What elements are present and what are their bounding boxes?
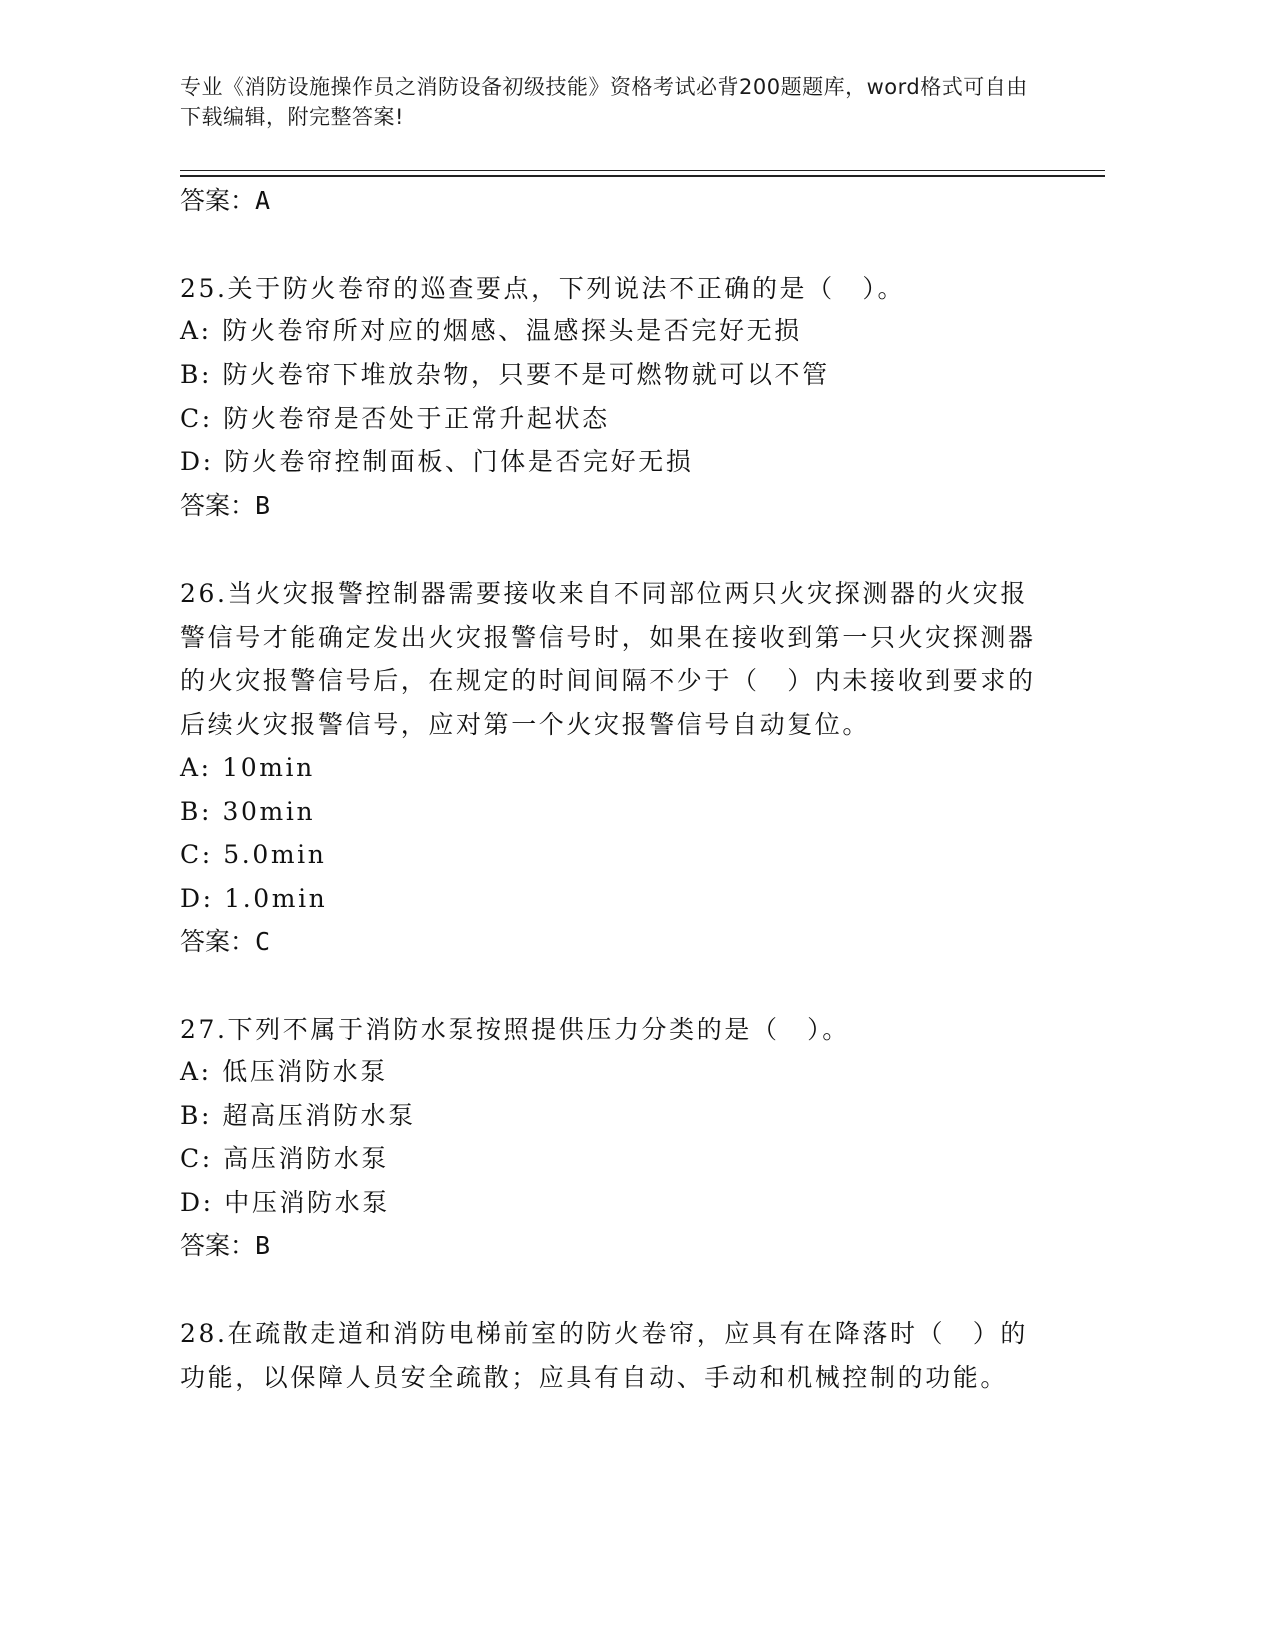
question-27-option-a: A: 低压消防水泵: [180, 1057, 388, 1086]
question-26-stem: 26.当火灾报警控制器需要接收来自不同部位两只火灾探测器的火灾报警信号才能确定发出火灾报警信号时，如果在接收到第一只火灾探测器的火灾报警信号后，在规定的时间间隔不少于（ ）内未接收到要求的后续火灾报警信号，应对第一个火灾报警信号自动复位。: [180, 579, 1036, 739]
question-26-option-c: C: 5.0min: [180, 840, 327, 869]
question-27-option-c: C: 高压消防水泵: [180, 1144, 389, 1173]
document-header: 专业《消防设施操作员之消防设备初级技能》资格考试必背200题题库，word格式可自由下载编辑，附完整答案!: [180, 75, 1028, 129]
answer-24: [180, 183, 270, 219]
answer-27: [180, 1228, 270, 1264]
answer-26: [180, 924, 270, 960]
answer-label: 答案：: [180, 1231, 256, 1260]
question-28-stem: 28.在疏散走道和消防电梯前室的防火卷帘，应具有在降落时（ ）的功能，以保障人员安全疏散；应具有自动、手动和机械控制的功能。: [180, 1319, 1028, 1392]
answer-value: A: [255, 186, 271, 215]
question-27-option-d: D: 中压消防水泵: [180, 1188, 390, 1217]
question-26-option-d: D: 1.0min: [180, 884, 328, 913]
header-rule-thick: [180, 175, 1105, 177]
answer-25: [180, 488, 270, 524]
question-25-option-c: C: 防火卷帘是否处于正常升起状态: [180, 404, 610, 433]
answer-value: B: [255, 1231, 271, 1260]
question-27-stem: 27.下列不属于消防水泵按照提供压力分类的是（ ）。: [180, 1015, 850, 1044]
answer-value: C: [255, 927, 271, 956]
answer-label: 答案：: [180, 927, 256, 956]
answer-value: B: [255, 491, 271, 520]
question-25-option-a: A: 防火卷帘所对应的烟感、温感探头是否完好无损: [180, 316, 802, 345]
question-26-option-b: B: 30min: [180, 797, 316, 826]
answer-label: 答案：: [180, 186, 256, 215]
question-25-stem: 25.关于防火卷帘的巡查要点，下列说法不正确的是（ ）。: [180, 274, 906, 303]
question-26-option-a: A: 10min: [180, 753, 315, 782]
question-25-option-b: B: 防火卷帘下堆放杂物，只要不是可燃物就可以不管: [180, 360, 830, 389]
answer-label: 答案：: [180, 491, 256, 520]
question-25-option-d: D: 防火卷帘控制面板、门体是否完好无损: [180, 447, 694, 476]
question-27-option-b: B: 超高压消防水泵: [180, 1101, 416, 1130]
header-rule-thin: [180, 170, 1105, 171]
